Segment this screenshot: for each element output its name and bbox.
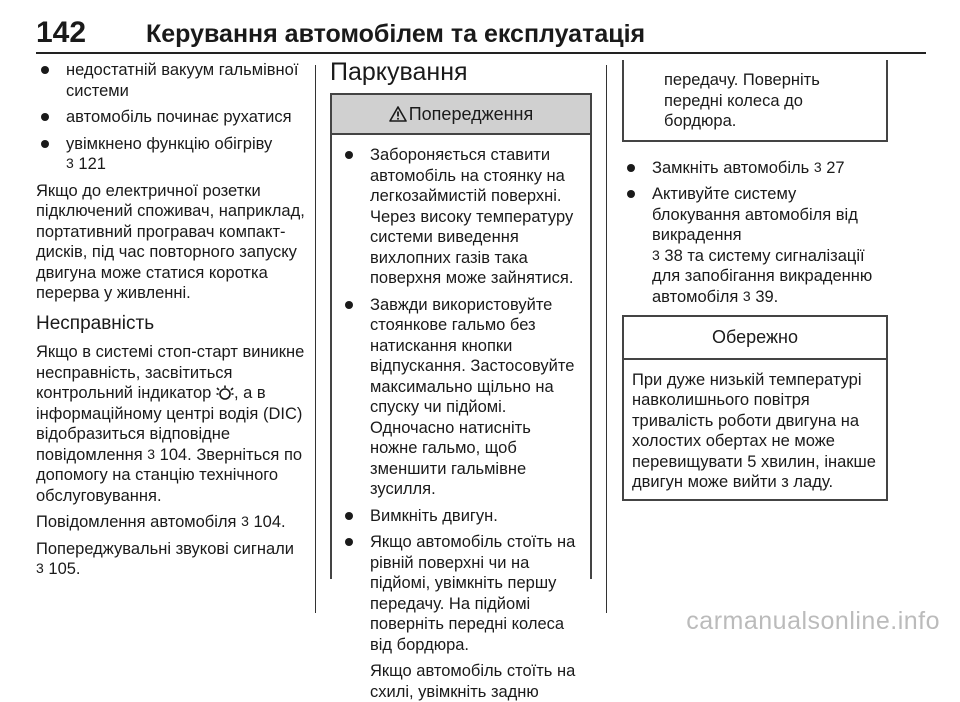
- list-item: Активуйте систему блокування автомобіля від викрадення 3 38 та систему сигналізації для запобігання викраденню автомобіля 3 39.: [622, 184, 888, 307]
- list-item: Якщо автомобіль стоїть на рівній поверхні чи на підйомі, увімкніть першу передачу. На підйомі поверніть передні колеса від бордюра. Якщо автомобіль стоїть на схилі, увімкніть задню: [340, 532, 582, 702]
- list-item: недостатній вакуум гальмівної системи: [36, 60, 306, 101]
- list-item: увімкнено функцію обігріву 3 121: [36, 134, 306, 175]
- page-header: [36, 12, 926, 54]
- continuation-text: Якщо автомобіль стоїть на схилі, увімкніть задню: [370, 662, 576, 701]
- page-number: 142: [36, 16, 87, 49]
- watermark: carmanualsonline.info: [686, 607, 940, 635]
- page-ref[interactable]: 39: [755, 287, 774, 306]
- caution-box: [622, 315, 888, 501]
- column-divider-1: [315, 65, 316, 613]
- column-divider-2: [606, 65, 607, 613]
- warning-triangle-icon: [389, 106, 407, 122]
- page-ref-icon: 3: [36, 560, 44, 576]
- page-ref[interactable]: 104: [159, 445, 188, 464]
- page-ref-icon: 3: [241, 513, 249, 529]
- warning-box: [330, 93, 592, 701]
- list-item: Забороняється ставити автомобіль на стоянку на легкозаймистій поверхні. Через високу температуру системи виведення вихлопних газів така поверхня може зайнятися.: [340, 145, 582, 289]
- list-item: Вимкніть двигун.: [340, 506, 582, 527]
- warning-title: Попередження: [332, 95, 590, 136]
- page-ref[interactable]: 104: [253, 513, 282, 531]
- fault-paragraph: Якщо в системі стоп-старт виникне несправність, засвітиться контрольний індикатор , а в інформаційному центрі водія (DIC) відобразиться відповідне повідомлення 3 104. Зверніться по допомогу на станцію технічного обслуговування.: [36, 343, 305, 505]
- caution-title: Обережно: [624, 317, 886, 360]
- condition-list: [36, 60, 306, 175]
- column-right: [622, 60, 888, 501]
- list-item: Завжди використовуйте стоянкове гальмо без натискання кнопки відпускання. Застосовуйте максимально щільно на спуску чи підйомі. Одночасно натисніть ножне гальмо, щоб зменшити гальмівне зусилля.: [340, 295, 582, 500]
- page-ref[interactable]: 27: [826, 158, 845, 177]
- list-item: автомобіль починає рухатися: [36, 107, 306, 128]
- parking-list: [340, 145, 582, 702]
- messages-ref-line: Повідомлення автомобіля 3 104.: [36, 513, 286, 531]
- page-ref-icon: 3: [147, 445, 156, 462]
- stop-start-indicator-icon: [216, 385, 234, 401]
- paragraph: Якщо до електричної розетки підключений споживач, наприклад, портативний програвач компакт-дисків, під час повторного запуску двигуна може статися коротка перерва у живленні.: [36, 181, 305, 302]
- page-ref[interactable]: 38: [664, 246, 683, 265]
- section-heading-parking: Паркування: [330, 58, 468, 86]
- warning-body: [332, 135, 590, 702]
- page-ref-icon: 3: [66, 155, 74, 171]
- caution-body: При дуже низькій температурі навколишнього повітря тривалість роботи двигуна на холостих обертах не може перевищувати 5 хвилин, інакше двигун може вийти з ладу.: [632, 370, 876, 491]
- security-list: [622, 158, 888, 308]
- sounds-ref-line: Попереджувальні звукові сигнали 3 105.: [36, 539, 295, 578]
- chapter-title: Керування автомобілем та експлуатація: [146, 20, 646, 48]
- page-ref[interactable]: 121: [78, 155, 106, 173]
- page-ref-icon: 3: [652, 246, 660, 263]
- warning-box-continued: передачу. Поверніть передні колеса до бордюра.: [622, 60, 888, 142]
- page-ref[interactable]: 105: [48, 560, 76, 578]
- list-item: Замкніть автомобіль 3 27: [622, 158, 888, 179]
- fault-heading: Несправність: [36, 312, 155, 334]
- column-left: [36, 60, 306, 586]
- page-ref-icon: 3: [742, 287, 751, 304]
- column-middle: [330, 58, 592, 701]
- page-ref-icon: 3: [813, 158, 822, 175]
